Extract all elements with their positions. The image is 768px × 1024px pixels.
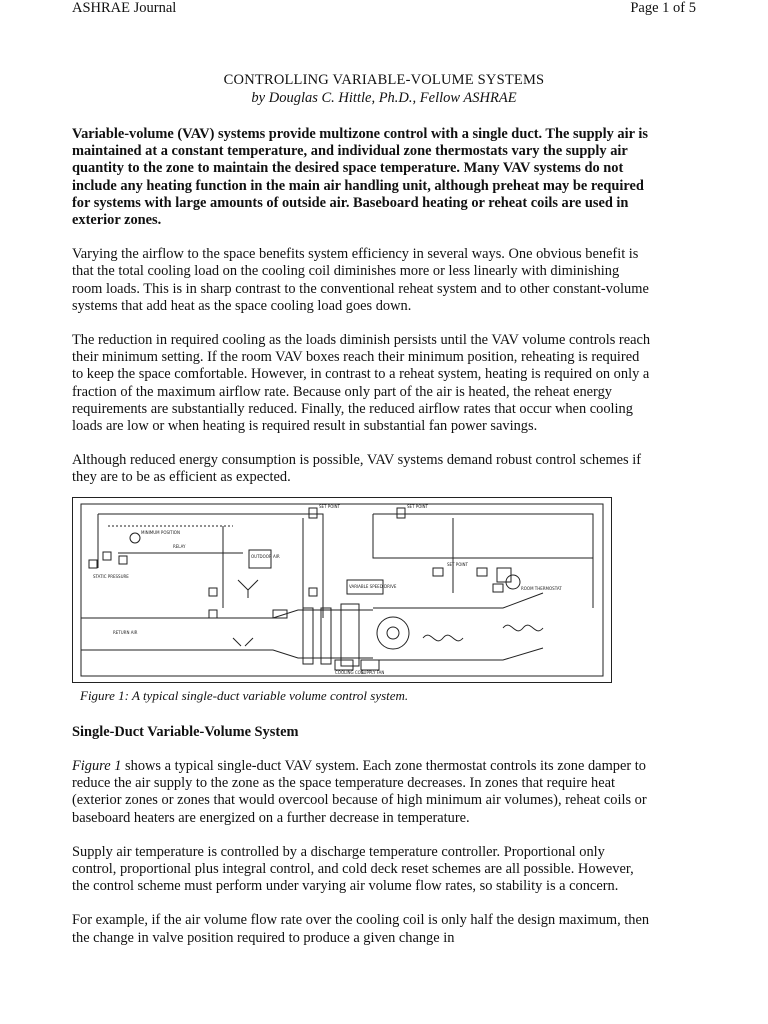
vav-schematic — [73, 498, 611, 682]
supply-fan-label: SUPPLY FAN — [361, 669, 385, 675]
supply-duct — [81, 650, 373, 658]
section-heading: Single-Duct Variable-Volume System — [72, 723, 299, 740]
supply-duct — [373, 593, 543, 608]
page-header — [72, 0, 696, 20]
controller-box — [493, 584, 503, 592]
body-paragraph: Varying the airflow to the space benefits system efficiency in several ways. One obvious benefit is that the total cooling load on the cooling coil diminishes more or less linearly with diminishing room loads. This is in sharp contrast to the conventional reheat system and to other constant-volume systems that add heat as the space cooling load goes down. — [72, 246, 649, 314]
supply-fan-label-box — [361, 660, 379, 670]
static-pressure-label: STATIC PRESSURE — [93, 573, 129, 579]
controller-box — [477, 568, 487, 576]
figure-caption: Figure 1: A typical single-duct variable volume control system. — [80, 687, 409, 703]
article-byline: by Douglas C. Hittle, Ph.D., Fellow ASHRAE — [251, 90, 517, 106]
figure-reference: Figure 1 — [72, 758, 122, 775]
room-thermostat-label: ROOM THERMOSTAT — [521, 585, 562, 591]
cooling-coil — [341, 604, 359, 666]
figure-1-diagram — [72, 497, 612, 683]
lead-paragraph: Variable-volume (VAV) systems provide multizone control with a single duct. The supply air is maintained at a constant temperature, and individual zone thermostats vary the supply air quantity to the zone to maintain the desired space temperature. Many VAV systems do not include any heating function in the main air handling unit, although preheat may be required for systems with large amounts of outside air. Baseboard heating or reheat coils are used in exterior zones. — [72, 126, 648, 229]
control-line — [373, 514, 593, 608]
article-title: CONTROLLING VARIABLE-VOLUME SYSTEMS — [223, 72, 545, 88]
controller-box — [89, 560, 97, 568]
vsd-label: VARIABLE SPEED DRIVE — [349, 583, 397, 589]
reheat-coil — [423, 635, 463, 641]
set-point-label: SET POINT — [407, 503, 428, 509]
journal-name: ASHRAE Journal — [72, 0, 177, 16]
damper-symbol — [233, 638, 253, 646]
controller-box — [397, 508, 405, 518]
body-paragraph: For example, if the air volume flow rate over the cooling coil is only half the design maximum, then the change in valve position required to produce a given change in — [72, 912, 650, 946]
controller-box — [433, 568, 443, 576]
return-air-label: RETURN AIR — [113, 629, 138, 635]
outdoor-air-box — [249, 550, 271, 568]
thermostat-box — [497, 568, 511, 582]
reheat-coil — [503, 625, 543, 631]
relay-label: RELAY — [173, 543, 186, 549]
body-paragraph: Supply air temperature is controlled by a discharge temperature controller. Proportional only control, proportional plus integral control, and cold deck reset schemes are all possible. However, the control scheme must perform under varying air volume flow rates, so stability is a concern. — [72, 843, 634, 895]
damper-symbol — [238, 580, 258, 598]
controller-box — [209, 588, 217, 596]
supply-duct — [373, 648, 543, 660]
control-line — [98, 514, 323, 520]
cooling-coil-label-box — [335, 660, 353, 670]
controller-box — [119, 556, 127, 564]
body-paragraph — [72, 758, 652, 827]
min-position-label: MINIMUM POSITION — [141, 529, 180, 535]
outdoor-air-label: OUTDOOR AIR — [251, 553, 280, 559]
supply-fan — [377, 617, 409, 649]
article-body — [72, 126, 652, 964]
paragraph-text: shows a typical single-duct VAV system. Each zone thermostat controls its zone damper to reduce the air supply to the zone as the space temperature decreases. In zones that require heat (exterior zones or zones that would overcool because of high minimum air volumes), reheat coils or baseboard heaters are energized on a further decrease in temperature. — [72, 758, 647, 826]
control-line — [373, 514, 593, 558]
controller-box — [103, 552, 111, 560]
set-point-label: SET POINT — [447, 561, 468, 567]
supply-fan-hub — [387, 627, 399, 639]
controller-box — [209, 610, 217, 618]
body-paragraph: The reduction in required cooling as the loads diminish persists until the VAV volume controls reach their minimum setting. If the room VAV boxes reach their minimum position, reheating is required to keep the space comfortable. However, in contrast to a reheat system, heating is required on only a fraction of the maximum airflow rate. Because only part of the air is heated, the reheat energy requirements are substantially reduced. Finally, the reduced airflow rates that occur when cooling loads are low or when heating is required result in substantial fan power savings. — [72, 332, 651, 435]
cooling-coil-label: COOLING COIL — [335, 669, 365, 675]
set-point-label: SET POINT — [319, 503, 340, 509]
controller-box — [309, 508, 317, 518]
body-paragraph: Although reduced energy consumption is possible, VAV systems demand robust control schemes if they are to be as efficient as expected. — [72, 452, 642, 486]
valve-symbol — [130, 533, 140, 543]
controller-box — [309, 588, 317, 596]
supply-duct — [81, 610, 373, 618]
page-indicator: Page 1 of 5 — [630, 0, 696, 16]
filter — [303, 608, 313, 664]
